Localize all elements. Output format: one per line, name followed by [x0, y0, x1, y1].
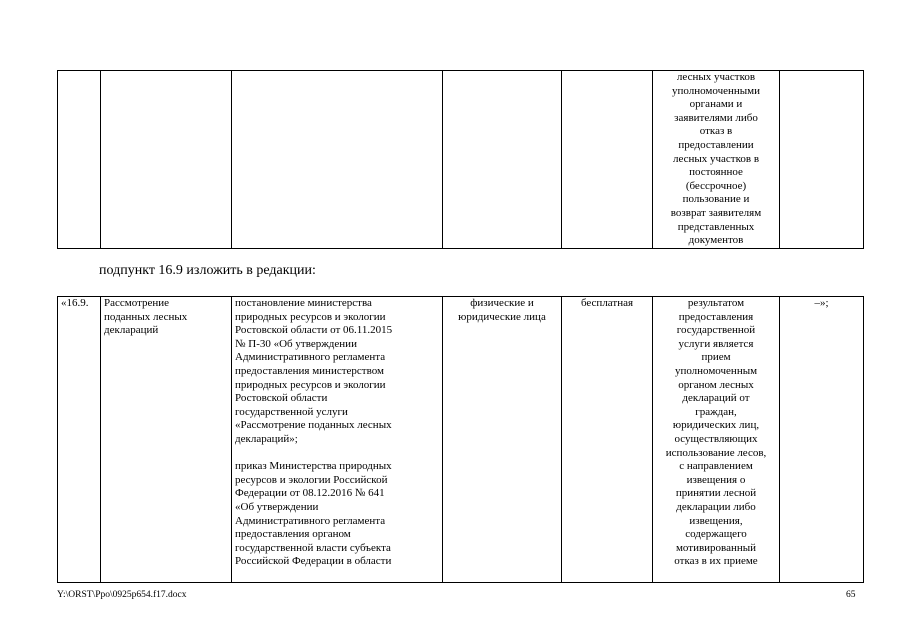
result-line: осуществляющих [674, 432, 758, 445]
result-line: отказ в [699, 125, 733, 138]
result-line: возврат заявителям [670, 206, 762, 219]
basis-line: природных ресурсов и экологии [235, 310, 386, 323]
result-line: предоставления [678, 310, 754, 323]
result-line: документов [688, 234, 744, 247]
applicants-line: физические и [470, 297, 534, 309]
service-line: Рассмотрение [104, 297, 170, 309]
row-16-9-table [57, 296, 864, 583]
basis-line: Ростовской области [235, 392, 328, 405]
prev-cell-applicants [443, 71, 562, 249]
result-line: представленных [677, 220, 755, 233]
basis-line: ресурсов и экологии Российской [235, 473, 388, 486]
prev-cell-basis [232, 71, 443, 249]
result-line: принятии лесной [675, 487, 757, 500]
legal-basis-cell [232, 297, 443, 583]
result-line: отказ в их приеме [674, 555, 758, 568]
result-line: государственной [676, 324, 756, 337]
amendment-instruction: подпункт 16.9 изложить в редакции: [99, 263, 316, 278]
basis-line: «Об утверждении [235, 500, 319, 513]
result-line: результатом [687, 297, 745, 309]
result-line: извещения о [686, 473, 746, 486]
page-number: 65 [846, 590, 856, 600]
prev-cell-cost [562, 71, 653, 249]
result-line: лесных участков в [672, 152, 760, 165]
cost-value: бесплатная [580, 297, 634, 309]
basis-line: деклараций»; [235, 432, 298, 445]
last-cell [780, 297, 864, 583]
basis-line: Федерации от 08.12.2016 № 641 [235, 487, 385, 500]
cost-cell [562, 297, 653, 583]
result-line: заявителями либо [674, 111, 758, 124]
result-line: деклараций от [682, 392, 750, 405]
basis-line: предоставления органом [235, 528, 351, 541]
result-line: пользование и [682, 193, 750, 206]
result-line: органом лесных [678, 378, 754, 391]
result-line: юридических лиц, [672, 419, 760, 432]
result-line: мотивированный [675, 541, 757, 554]
result-line: услуги является [678, 337, 754, 350]
service-line: деклараций [104, 324, 159, 337]
result-line: уполномоченным [674, 364, 758, 377]
result-line: с направлением [679, 460, 753, 473]
basis-line: природных ресурсов и экологии [235, 378, 386, 391]
row-number: «16.9. [61, 297, 89, 309]
basis-line: Административного регламента [235, 514, 386, 527]
basis-line: постановление министерства [235, 297, 372, 309]
prev-cell-number [58, 71, 101, 249]
basis-line: государственной власти субъекта [235, 541, 391, 554]
result-line: декларации либо [676, 500, 756, 513]
result-line: граждан, [695, 405, 737, 418]
prev-cell-service [101, 71, 232, 249]
result-line: прием [701, 351, 731, 364]
result-line: уполномоченными [671, 84, 760, 97]
prev-cell-result [653, 71, 780, 249]
previous-row-table [57, 70, 864, 249]
result-line: лесных участков [676, 71, 756, 83]
basis-line: предоставления министерством [235, 364, 384, 377]
service-line: поданных лесных [104, 310, 188, 323]
applicants-line: юридические лица [458, 310, 546, 323]
result-line: (бессрочное) [685, 179, 747, 192]
result-line: использование лесов, [665, 446, 767, 459]
basis-line: Российской Федерации в области [235, 555, 392, 568]
basis-line: государственной услуги [235, 405, 348, 418]
result-line: содержащего [685, 528, 747, 541]
paragraph-gap [235, 447, 439, 461]
basis-line: Административного регламента [235, 351, 386, 364]
closing-mark: –»; [814, 297, 829, 309]
result-line: постоянное [689, 166, 743, 179]
result-line: предоставлении [678, 138, 754, 151]
service-name-cell [101, 297, 232, 583]
basis-line: «Рассмотрение поданных лесных [235, 419, 392, 432]
prev-cell-last [780, 71, 864, 249]
result-line: извещения, [689, 514, 743, 527]
basis-line: Ростовской области от 06.11.2015 [235, 324, 393, 337]
footer-file-path: Y:\ORST\Ppo\0925p654.f17.docx [57, 590, 187, 600]
basis-line: № П-30 «Об утверждении [235, 337, 357, 350]
result-line: органами и [689, 98, 743, 111]
result-cell [653, 297, 780, 583]
row-number-cell [58, 297, 101, 583]
basis-line: приказ Министерства природных [235, 460, 392, 473]
applicants-cell [443, 297, 562, 583]
